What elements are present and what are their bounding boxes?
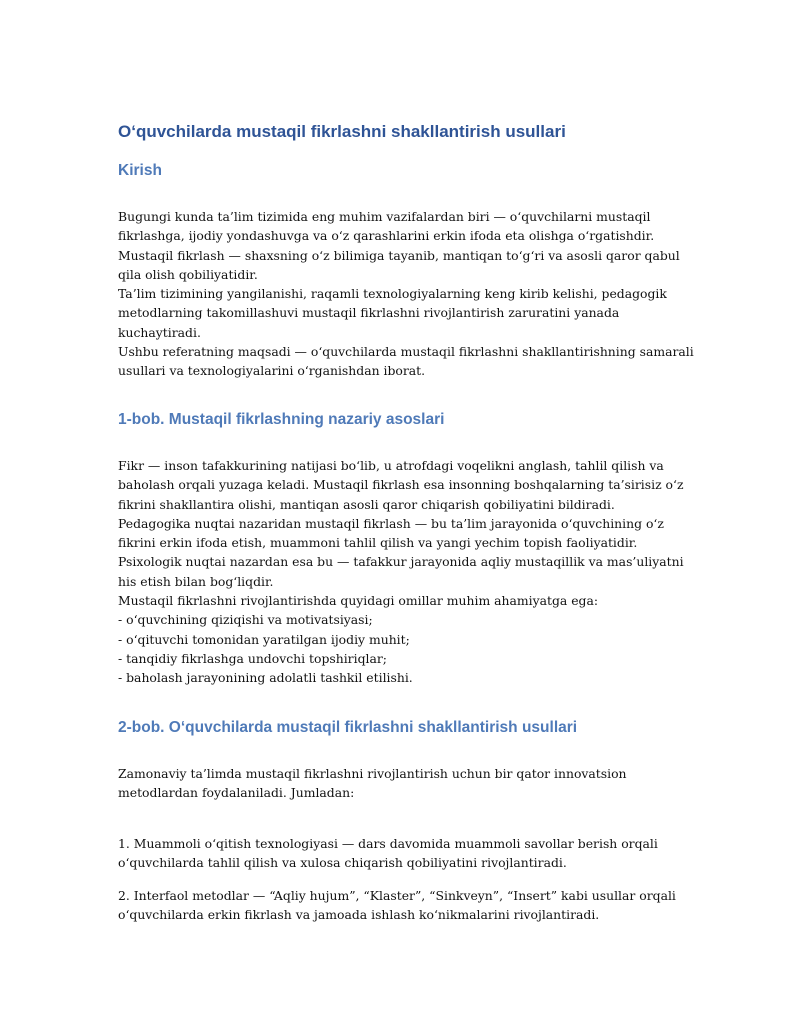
paragraph-line: Fikr — inson tafakkurining natijasi bo‘lib, u atrofdagi voqelikni anglash, tahlil qilish va xyxy=(118,458,664,473)
paragraph-line: Psixologik nuqtai nazardan esa bu — tafakkur jarayonida aqliy mustaqillik va mas’uliyatni xyxy=(118,554,684,570)
list-item: - o‘qituvchi tomonidan yaratilgan ijodiy muhit; xyxy=(118,631,410,647)
paragraph-line: metodlardan foydalaniladi. Jumladan: xyxy=(118,785,355,801)
list-item: - tanqidiy fikrlashga undovchi topshiriqlar; xyxy=(118,650,387,666)
paragraph-line: metodlarning takomillashuvi mustaqil fikrlashni rivojlantirish zaruratini yanada xyxy=(118,305,620,321)
section-intro-bob-2 xyxy=(118,764,688,803)
paragraph-line: his etish bilan bog‘liqdir. xyxy=(118,573,274,589)
paragraph-line: Mustaqil fikrlash — shaxsning o‘z bilimiga tayanib, mantiqan to‘g‘ri va asosli qaror qabul xyxy=(118,247,680,263)
numbered-item-1 xyxy=(118,834,688,873)
paragraph-line: fikrlashga, ijodiy yondashuvga va o‘z qarashlarini erkin ifoda eta olishga o‘rgatishdir. xyxy=(118,228,655,244)
numbered-item-2 xyxy=(118,886,688,925)
paragraph-line: o‘quvchilarda erkin fikrlash va jamoada ishlash ko‘nikmalarini rivojlantiradi. xyxy=(118,907,600,923)
paragraph-line: qila olish qobiliyatidir. xyxy=(118,266,258,282)
section-body-bob-1 xyxy=(118,456,688,688)
paragraph-line: Mustaqil fikrlashni rivojlantirishda quyidagi omillar muhim ahamiyatga ega: xyxy=(118,593,599,609)
paragraph-line: Ta’lim tizimining yangilanishi, raqamli texnologiyalarning keng kirib kelishi, pedagogik xyxy=(118,286,667,302)
paragraph-line: 1. Muammoli o‘qitish texnologiyasi — dars davomida muammoli savollar berish orqali xyxy=(118,836,658,851)
section-heading-bob-1: 1-bob. Mustaqil fikrlashning nazariy asoslari xyxy=(118,411,445,428)
list-item: - baholash jarayonining adolatli tashkil etilishi. xyxy=(118,670,413,686)
paragraph-line: Ushbu referatning maqsadi — o‘quvchilarda mustaqil fikrlashni shakllantirishning samarali xyxy=(118,344,694,360)
paragraph-line: Pedagogika nuqtai nazaridan mustaqil fikrlash — bu ta’lim jarayonida o‘quvchining o‘z xyxy=(118,515,664,531)
section-heading-kirish: Kirish xyxy=(118,162,162,179)
section-body-kirish xyxy=(118,207,694,381)
paragraph-line: kuchaytiradi. xyxy=(118,324,201,340)
paragraph-line: Zamonaviy ta’limda mustaqil fikrlashni rivojlantirish uchun bir qator innovatsion xyxy=(118,766,627,781)
paragraph-line: usullari va texnologiyalarini o‘rganishdan iborat. xyxy=(118,363,426,379)
paragraph-line: 2. Interfaol metodlar — “Aqliy hujum”, “Klaster”, “Sinkveyn”, “Insert” kabi usullar orqali xyxy=(118,888,676,903)
document-title: O‘quvchilarda mustaqil fikrlashni shakllantirish usullari xyxy=(118,122,566,141)
paragraph-line: baholash orqali yuzaga keladi. Mustaqil fikrlash esa insonning boshqalarning ta’sirisiz o‘z xyxy=(118,477,684,493)
paragraph-line: Bugungi kunda ta’lim tizimida eng muhim vazifalardan biri — o‘quvchilarni mustaqil xyxy=(118,209,651,224)
paragraph-line: fikrini shakllantira olishi, mantiqan asosli qaror chiqarish qobiliyatini bildiradi. xyxy=(118,496,615,512)
paragraph-line: fikrini erkin ifoda etish, muammoni tahlil qilish va yangi yechim topish faoliyatidir. xyxy=(118,535,638,551)
list-item: - o‘quvchining qiziqishi va motivatsiyasi; xyxy=(118,612,373,628)
section-heading-bob-2: 2-bob. O‘quvchilarda mustaqil fikrlashni shakllantirish usullari xyxy=(118,719,578,736)
paragraph-line: o‘quvchilarda tahlil qilish va xulosa chiqarish qobiliyatini rivojlantiradi. xyxy=(118,855,567,871)
